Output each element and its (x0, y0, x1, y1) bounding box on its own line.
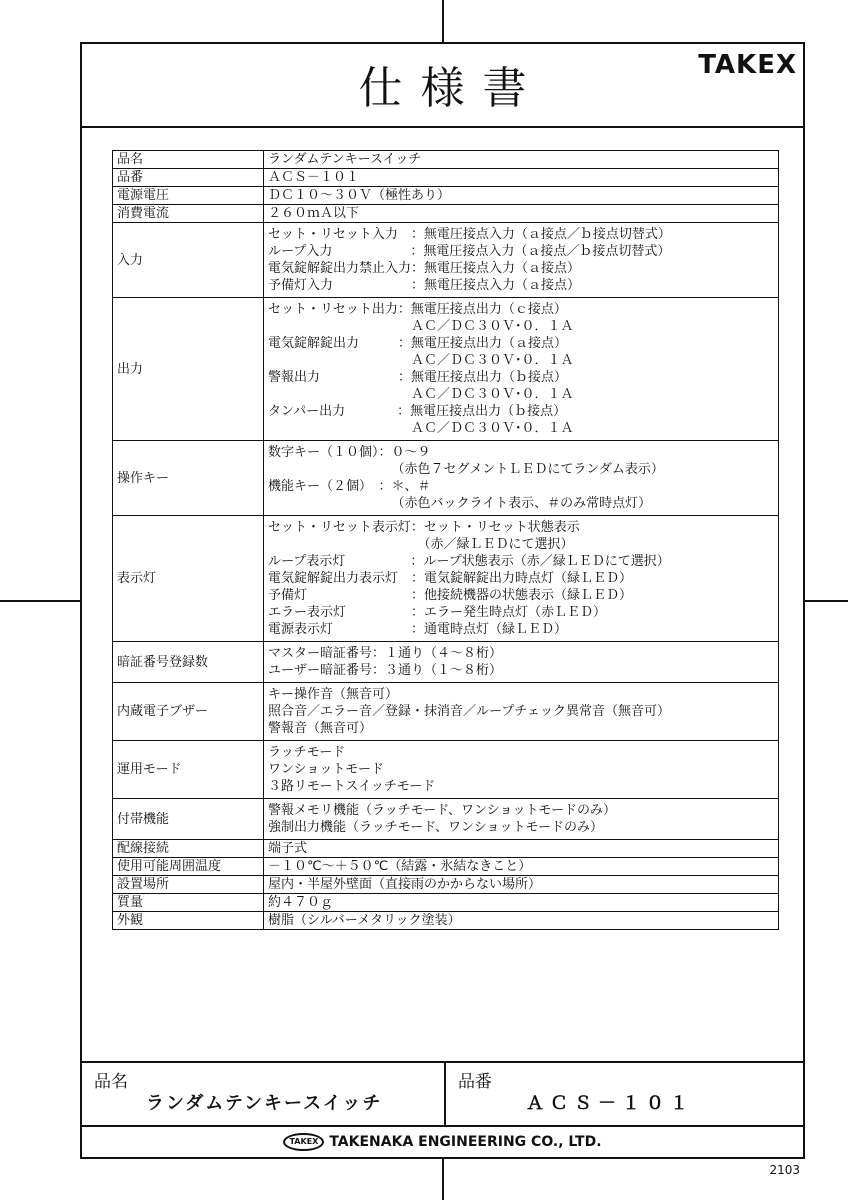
spec-row (113, 683, 779, 741)
spec-value-line: （赤色バックライト表示、＃のみ常時点灯） (268, 496, 652, 511)
spec-table-body (113, 151, 779, 930)
spec-value-line: キー操作音（無音可） (268, 687, 399, 702)
spec-value-line: 照合音／エラー音／登録・抹消音／ループチェック異常音（無音可） (268, 704, 670, 719)
spec-row (113, 858, 779, 876)
document-number: 2103 (769, 1163, 800, 1177)
spec-row (113, 223, 779, 298)
spec-value (264, 912, 779, 930)
spec-value-line: 警報メモリ機能（ラッチモード、ワンショットモードのみ） (268, 803, 616, 818)
spec-row (113, 912, 779, 930)
document-header (82, 44, 803, 128)
spec-value-line: 警報出力 ：無電圧接点出力（ｂ接点） (268, 370, 568, 385)
spec-value-line: 電気錠解錠出力 ：無電圧接点出力（ａ接点） (268, 336, 568, 351)
spec-key: 設置場所 (113, 876, 264, 894)
spec-value-line: マスター暗証番号：１通り（４～８桁） (268, 646, 503, 661)
spec-value-line: タンパー出力 ：無電圧接点出力（ｂ接点） (268, 404, 567, 419)
spec-value-line: セット・リセット出力：無電圧接点出力（ｃ接点） (268, 302, 567, 317)
spec-value (264, 683, 779, 741)
spec-value-line: 端子式 (268, 841, 308, 856)
spec-value-line: ＡＣ／ＤＣ３０Ｖ･０．１Ａ (268, 319, 574, 334)
spec-key: 外観 (113, 912, 264, 930)
spec-value (264, 298, 779, 441)
spec-value-line: 約４７０ｇ (268, 895, 334, 910)
spec-value-line: ２６０ｍＡ以下 (268, 206, 360, 221)
spec-value-line: ユーザー暗証番号：３通り（１～８桁） (268, 663, 503, 678)
spec-value-line: ＡＣ／ＤＣ３０Ｖ･０．１Ａ (268, 353, 574, 368)
brand-logo: TAKEX (698, 50, 797, 80)
product-model-cell (446, 1063, 803, 1125)
spec-value (264, 741, 779, 799)
spec-value (264, 642, 779, 683)
spec-row (113, 205, 779, 223)
spec-key: 出力 (113, 298, 264, 441)
spec-value (264, 894, 779, 912)
spec-key: 内蔵電子ブザー (113, 683, 264, 741)
spec-row (113, 187, 779, 205)
spec-key: 配線接続 (113, 840, 264, 858)
spec-value-line: ＡＣＳ－１０１ (268, 170, 360, 185)
spec-key: 操作キー (113, 441, 264, 516)
company-logo: TAKEX (283, 1133, 324, 1151)
document-frame (80, 42, 805, 1159)
spec-value (264, 799, 779, 840)
spec-row (113, 894, 779, 912)
spec-value-line: 警報音（無音可） (268, 721, 373, 736)
spec-value-line: （赤色７セグメントＬＥＤにてランダム表示） (268, 462, 664, 477)
spec-value-line: ループ入力 ：無電圧接点入力（ａ接点／ｂ接点切替式） (268, 244, 671, 259)
spec-key: 使用可能周囲温度 (113, 858, 264, 876)
spec-value-line: 屋内・半屋外壁面（直接雨のかからない場所） (268, 877, 542, 892)
spec-value-line: セット・リセット表示灯：セット・リセット状態表示 (268, 520, 580, 535)
spec-value (264, 187, 779, 205)
spec-value-line: ＡＣ／ＤＣ３０Ｖ･０．１Ａ (268, 421, 574, 436)
document-title: 仕様書 (358, 63, 545, 114)
spec-value-line: 予備灯 ：他接続機器の状態表示（緑ＬＥＤ） (268, 588, 633, 603)
spec-key: 消費電流 (113, 205, 264, 223)
product-summary (82, 1061, 803, 1127)
spec-key: 入力 (113, 223, 264, 298)
product-name-value: ランダムテンキースイッチ (146, 1093, 383, 1114)
spec-row (113, 151, 779, 169)
spec-row (113, 298, 779, 441)
spec-row (113, 441, 779, 516)
spec-value-line: セット・リセット入力 ：無電圧接点入力（ａ接点／ｂ接点切替式） (268, 227, 671, 242)
spec-value-line: 予備灯入力 ：無電圧接点入力（ａ接点） (268, 278, 581, 293)
spec-value (264, 223, 779, 298)
spec-value (264, 151, 779, 169)
crop-mark-left (0, 600, 80, 602)
spec-value-line: ランダムテンキースイッチ (268, 152, 422, 167)
spec-value-line: ３路リモートスイッチモード (268, 779, 436, 794)
spec-row (113, 169, 779, 187)
spec-value-line: 電気錠解錠出力表示灯 ：電気錠解錠出力時点灯（緑ＬＥＤ） (268, 571, 633, 586)
crop-mark-right (805, 600, 848, 602)
spec-value-line: 強制出力機能（ラッチモード、ワンショットモードのみ） (268, 820, 603, 835)
spec-value-line: ＡＣ／ＤＣ３０Ｖ･０．１Ａ (268, 387, 574, 402)
spec-row (113, 840, 779, 858)
product-model-label: 品番 (458, 1072, 492, 1092)
spec-value (264, 876, 779, 894)
spec-value-line: 数字キー（１０個）：０～９ (268, 445, 431, 460)
product-name-label: 品名 (94, 1072, 128, 1092)
spec-value-line: （赤／緑ＬＥＤにて選択） (268, 537, 574, 552)
crop-mark-top (442, 0, 444, 42)
crop-mark-bottom (442, 1159, 444, 1200)
spec-row (113, 516, 779, 642)
spec-key: 品名 (113, 151, 264, 169)
spec-value-line: 電気錠解錠出力禁止入力：無電圧接点入力（ａ接点） (268, 261, 581, 276)
spec-value-line: 樹脂（シルバーメタリック塗装） (268, 913, 461, 928)
spec-value-line: エラー表示灯 ：エラー発生時点灯（赤ＬＥＤ） (268, 605, 607, 620)
product-name-cell (82, 1063, 446, 1125)
spec-value (264, 205, 779, 223)
spec-key: 電源電圧 (113, 187, 264, 205)
spec-key: 暗証番号登録数 (113, 642, 264, 683)
spec-key: 品番 (113, 169, 264, 187)
spec-value-line: ループ表示灯 ：ループ状態表示（赤／緑ＬＥＤにて選択） (268, 554, 670, 569)
spec-value-line: ラッチモード (268, 745, 346, 760)
spec-value (264, 858, 779, 876)
spec-key: 付帯機能 (113, 799, 264, 840)
spec-value-line: ワンショットモード (268, 762, 384, 777)
spec-value (264, 169, 779, 187)
spec-key: 運用モード (113, 741, 264, 799)
spec-key: 表示灯 (113, 516, 264, 642)
spec-value-line: 機能キー（２個） ：＊、＃ (268, 479, 431, 494)
spec-row (113, 642, 779, 683)
spec-value-line: －１０℃～＋５０℃（結露・氷結なきこと） (268, 859, 532, 874)
spec-row (113, 799, 779, 840)
company-name: TAKENAKA ENGINEERING CO., LTD. (329, 1134, 602, 1150)
spec-value (264, 840, 779, 858)
spec-value-line: ＤＣ１０～３０Ｖ（極性あり） (268, 188, 451, 203)
spec-value (264, 441, 779, 516)
spec-value-line: 電源表示灯 ：通電時点灯（緑ＬＥＤ） (268, 622, 568, 637)
company-footer (82, 1125, 803, 1159)
spec-row (113, 741, 779, 799)
spec-value (264, 516, 779, 642)
spec-row (113, 876, 779, 894)
spec-table (112, 150, 779, 930)
product-model-value: ＡＣＳ－１０１ (526, 1093, 694, 1114)
spec-key: 質量 (113, 894, 264, 912)
